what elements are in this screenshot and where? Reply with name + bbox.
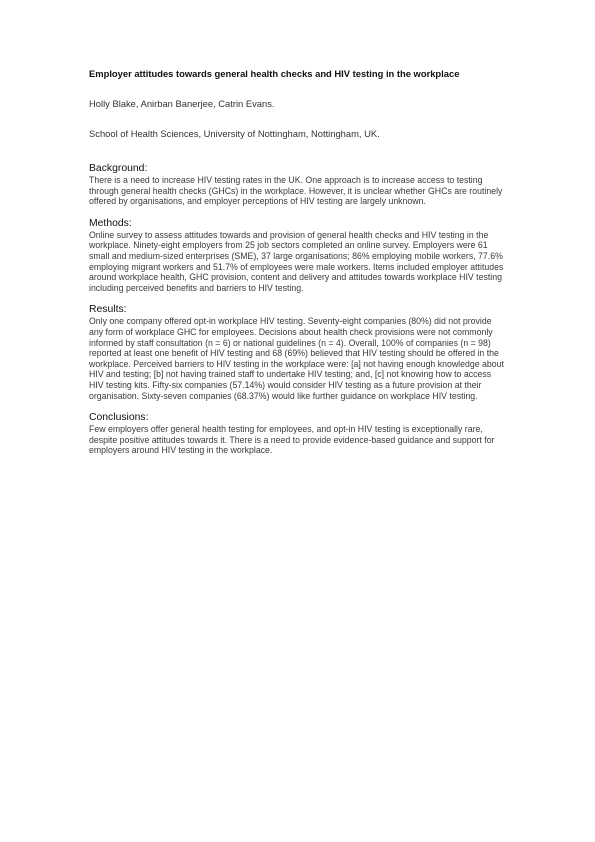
section-heading-methods: Methods: — [89, 217, 132, 229]
paper-title: Employer attitudes towards general health checks and HIV testing in the workplace — [89, 68, 460, 79]
paper-affiliation: School of Health Sciences, University of Nottingham, Nottingham, UK. — [89, 128, 380, 139]
section-body-conclusions: Few employers offer general health testing for employees, and opt-in HIV testing is exceptionally rare, despite positive attitudes towards it. There is a need to provide evidence-based guidance and support for employers around HIV testing in the workplace. — [89, 424, 495, 456]
section-heading-results: Results: — [89, 304, 127, 316]
section-heading-background: Background: — [89, 163, 148, 174]
paper-authors: Holly Blake, Anirban Banerjee, Catrin Evans. — [89, 98, 275, 109]
section-methods — [89, 218, 507, 294]
section-background — [89, 163, 507, 207]
section-body-background: There is a need to increase HIV testing rates in the UK. One approach is to increase access to testing through general health checks (GHCs) in the workplace. However, it is unclear whether GHCs are routinely offered by organisations, and employer perceptions of HIV testing are largely unknown. — [89, 175, 503, 207]
section-heading-conclusions: Conclusions: — [89, 412, 149, 424]
section-results — [89, 304, 507, 401]
section-conclusions — [89, 412, 507, 456]
section-body-methods: Online survey to assess attitudes towards and provision of general health checks and HIV testing in the workplace. Ninety-eight employers from 25 job sectors completed an online survey. Employers were 61 small and medium-sized enterprises (SME), 37 large organisations; 86% employing mobile workers, 77.6% employing migrant workers and 51.7% of employees were male workers. Items included employer attitudes around workplace health, GHC provision, content and delivery and attitudes towards workplace HIV testing including perceived benefits and barriers to HIV testing. — [89, 229, 504, 293]
section-body-results: Only one company offered opt-in workplace HIV testing. Seventy-eight companies (80%) did not provide any form of workplace GHC for employees. Decisions about health check provisions were not commonly informed by staff consultation (n = 6) or national guidelines (n = 4). Overall, 100% of companies (n = 98) reported at least one benefit of HIV testing and 68 (69%) believed that HIV testing should be offered in the workplace. Perceived barriers to HIV testing in the workplace were: [a] not having enough knowledge about HIV and testing; [b] not having trained staff to undertake HIV testing; and, [c] not knowing how to access HIV testing kits. Fifty-six companies (57.14%) would consider HIV testing as a future provision at their organisation. Sixty-seven companies (68.37%) would like further guidance on workplace HIV testing. — [89, 316, 504, 401]
paper-page — [89, 68, 507, 467]
